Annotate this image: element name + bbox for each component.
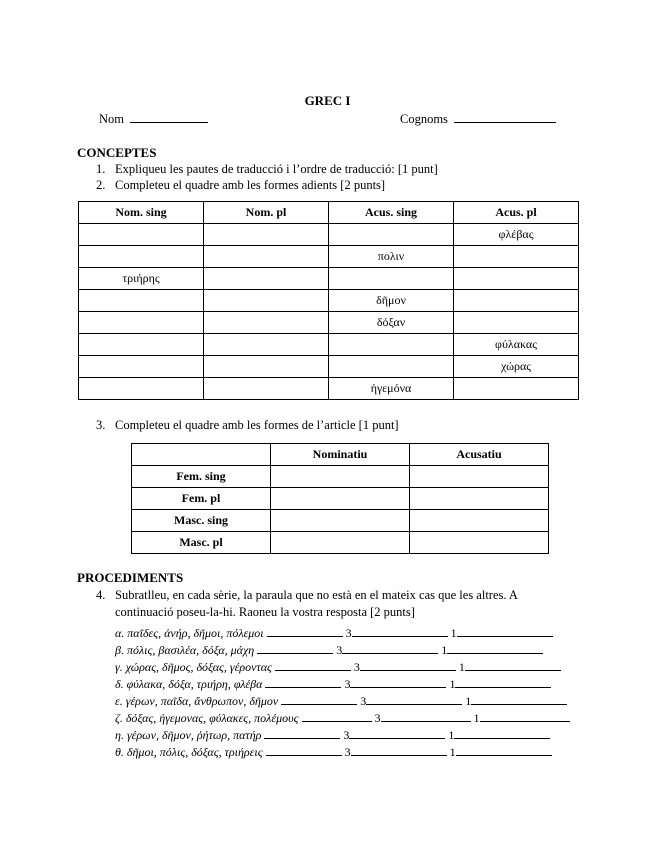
table-cell[interactable] <box>79 378 204 400</box>
page-title: GREC I <box>304 93 351 108</box>
table-cell[interactable]: φύλακας <box>454 334 579 356</box>
table-cell[interactable]: δόξαν <box>329 312 454 334</box>
nom-field[interactable] <box>99 111 208 127</box>
answer-blank[interactable] <box>266 745 342 756</box>
series-number: 1 <box>441 643 448 657</box>
answer-blank[interactable] <box>352 626 448 637</box>
item-number: 3. <box>96 418 106 432</box>
series-row <box>115 745 552 760</box>
table-row <box>79 224 579 246</box>
table-row <box>79 312 579 334</box>
table-cell[interactable]: φλέβας <box>454 224 579 246</box>
table-row <box>132 488 549 510</box>
answer-blank[interactable] <box>447 643 543 654</box>
table-row <box>79 334 579 356</box>
item-text: Subratlleu, en cada sèrie, la paraula que no està en el mateix cas que les altres. A <box>115 588 518 602</box>
answer-blank[interactable] <box>349 728 445 739</box>
answer-blank[interactable] <box>267 626 343 637</box>
series-row <box>115 660 561 675</box>
item-text: Expliqueu les pautes de traducció i l’ordre de traducció: [1 punt] <box>115 162 438 176</box>
series-words: δ. φύλακα, δόξα, τριήρη, φλέβα <box>115 677 263 691</box>
column-header: Nominatiu <box>271 444 410 466</box>
answer-blank[interactable] <box>455 677 551 688</box>
table-cell[interactable] <box>454 290 579 312</box>
row-header: Masc. pl <box>132 532 271 554</box>
series-row <box>115 711 570 726</box>
row-header: Masc. sing <box>132 510 271 532</box>
table-cell[interactable] <box>204 356 329 378</box>
series-number: 1 <box>448 728 455 742</box>
cognoms-field[interactable] <box>400 111 556 127</box>
answer-blank[interactable] <box>456 745 552 756</box>
table-cell[interactable] <box>454 246 579 268</box>
table-row <box>132 466 549 488</box>
table-cell[interactable] <box>410 488 549 510</box>
table-cell[interactable] <box>454 312 579 334</box>
nom-blank[interactable] <box>130 111 208 123</box>
table-row <box>79 290 579 312</box>
table-cell[interactable] <box>271 510 410 532</box>
table-cell[interactable] <box>79 224 204 246</box>
table-row <box>79 268 579 290</box>
answer-blank[interactable] <box>342 643 438 654</box>
table-cell[interactable] <box>271 488 410 510</box>
answer-blank[interactable] <box>264 728 340 739</box>
table-cell[interactable] <box>204 290 329 312</box>
table-cell[interactable] <box>79 334 204 356</box>
table-cell[interactable]: δῆμον <box>329 290 454 312</box>
table-cell[interactable] <box>329 356 454 378</box>
answer-blank[interactable] <box>360 660 456 671</box>
table-cell[interactable] <box>329 268 454 290</box>
series-row <box>115 677 551 692</box>
table-cell[interactable]: πολιν <box>329 246 454 268</box>
column-header: Nom. sing <box>79 202 204 224</box>
answer-blank[interactable] <box>281 694 357 705</box>
table-cell[interactable] <box>204 312 329 334</box>
table-cell[interactable] <box>79 290 204 312</box>
answer-blank[interactable] <box>457 626 553 637</box>
column-header: Acus. sing <box>329 202 454 224</box>
series-words: β. πόλις, βασιλέα, δόξα, μάχη <box>115 643 255 657</box>
answer-blank[interactable] <box>471 694 567 705</box>
table-cell[interactable] <box>410 532 549 554</box>
column-header: Nom. pl <box>204 202 329 224</box>
table-cell[interactable] <box>410 510 549 532</box>
answer-blank[interactable] <box>275 660 351 671</box>
table-cell[interactable]: ἡγεμόνα <box>329 378 454 400</box>
series-words: α. παῖδες, ἀνήρ, δῆμοι, πόλεμοι <box>115 626 264 640</box>
series-row <box>115 728 550 743</box>
series-row <box>115 643 543 658</box>
series-number: 3 <box>353 660 360 674</box>
series-number: 3 <box>374 711 381 725</box>
table-row <box>79 246 579 268</box>
answer-blank[interactable] <box>381 711 471 722</box>
section-procediments: PROCEDIMENTS <box>77 570 184 585</box>
table-header-row <box>132 444 549 466</box>
table-header-row <box>79 202 579 224</box>
table-cell[interactable] <box>410 466 549 488</box>
table-cell[interactable]: τριήρης <box>79 268 204 290</box>
series-words: η. γέρων, δῆμον, ῥήτωρ, πατήρ <box>115 728 262 742</box>
series-number: 1 <box>458 660 465 674</box>
series-number: 3 <box>343 728 350 742</box>
series-row <box>115 626 553 641</box>
item-number: 4. <box>96 588 106 602</box>
cognoms-label: Cognoms <box>400 112 448 126</box>
answer-blank[interactable] <box>454 728 550 739</box>
column-header <box>132 444 271 466</box>
section-conceptes: CONCEPTES <box>77 145 157 160</box>
row-header: Fem. pl <box>132 488 271 510</box>
series-row <box>115 694 567 709</box>
column-header: Acus. pl <box>454 202 579 224</box>
item-text: Completeu el quadre amb les formes de l’article [1 punt] <box>115 418 399 432</box>
table-row <box>79 356 579 378</box>
series-number: 3 <box>345 626 352 640</box>
answer-blank[interactable] <box>350 677 446 688</box>
table-row <box>132 532 549 554</box>
table-cell[interactable] <box>204 224 329 246</box>
cognoms-blank[interactable] <box>454 111 556 123</box>
table-cell[interactable] <box>454 378 579 400</box>
table-cell[interactable] <box>204 246 329 268</box>
table-cell[interactable] <box>79 312 204 334</box>
table-cell[interactable] <box>79 356 204 378</box>
series-number: 1 <box>465 694 472 708</box>
table-cell[interactable] <box>454 268 579 290</box>
item-text: Completeu el quadre amb les formes adients [2 punts] <box>115 178 386 192</box>
answer-blank[interactable] <box>480 711 570 722</box>
series-words: ε. γέρων, παῖδα, ἄνθρωπον, δῆμον <box>115 694 279 708</box>
series-number: 3 <box>344 677 351 691</box>
series-number: 1 <box>449 745 456 759</box>
item-text: continuació poseu-la-hi. Raoneu la vostra resposta [2 punts] <box>115 605 415 619</box>
table-cell[interactable] <box>79 246 204 268</box>
answer-blank[interactable] <box>351 745 447 756</box>
item-number: 2. <box>96 178 106 192</box>
row-header: Fem. sing <box>132 466 271 488</box>
series-number: 1 <box>450 626 457 640</box>
table-cell[interactable]: χώρας <box>454 356 579 378</box>
answer-blank[interactable] <box>465 660 561 671</box>
table-cell[interactable] <box>204 268 329 290</box>
series-number: 1 <box>449 677 456 691</box>
forms-table <box>78 201 579 400</box>
table-cell[interactable] <box>329 224 454 246</box>
item-number: 1. <box>96 162 106 176</box>
table-row <box>79 378 579 400</box>
series-number: 3 <box>336 643 343 657</box>
answer-blank[interactable] <box>302 711 372 722</box>
answer-blank[interactable] <box>366 694 462 705</box>
series-words: γ. χώρας, δῆμος, δόξας, γέροντας <box>115 660 272 674</box>
table-cell[interactable] <box>271 532 410 554</box>
table-cell[interactable] <box>204 378 329 400</box>
table-cell[interactable] <box>271 466 410 488</box>
table-cell[interactable] <box>329 334 454 356</box>
series-words: θ. δῆμοι, πόλις, δόξας, τριήρεις <box>115 745 263 759</box>
answer-blank[interactable] <box>257 643 333 654</box>
article-table <box>131 443 549 554</box>
table-row <box>132 510 549 532</box>
series-number: 1 <box>473 711 480 725</box>
series-number: 3 <box>344 745 351 759</box>
table-cell[interactable] <box>204 334 329 356</box>
nom-label: Nom <box>99 112 124 126</box>
answer-blank[interactable] <box>265 677 341 688</box>
series-number: 3 <box>360 694 367 708</box>
series-words: ζ. δόξας, ἡγεμονας, φύλακες, πολέμους <box>115 711 299 725</box>
column-header: Acusatiu <box>410 444 549 466</box>
